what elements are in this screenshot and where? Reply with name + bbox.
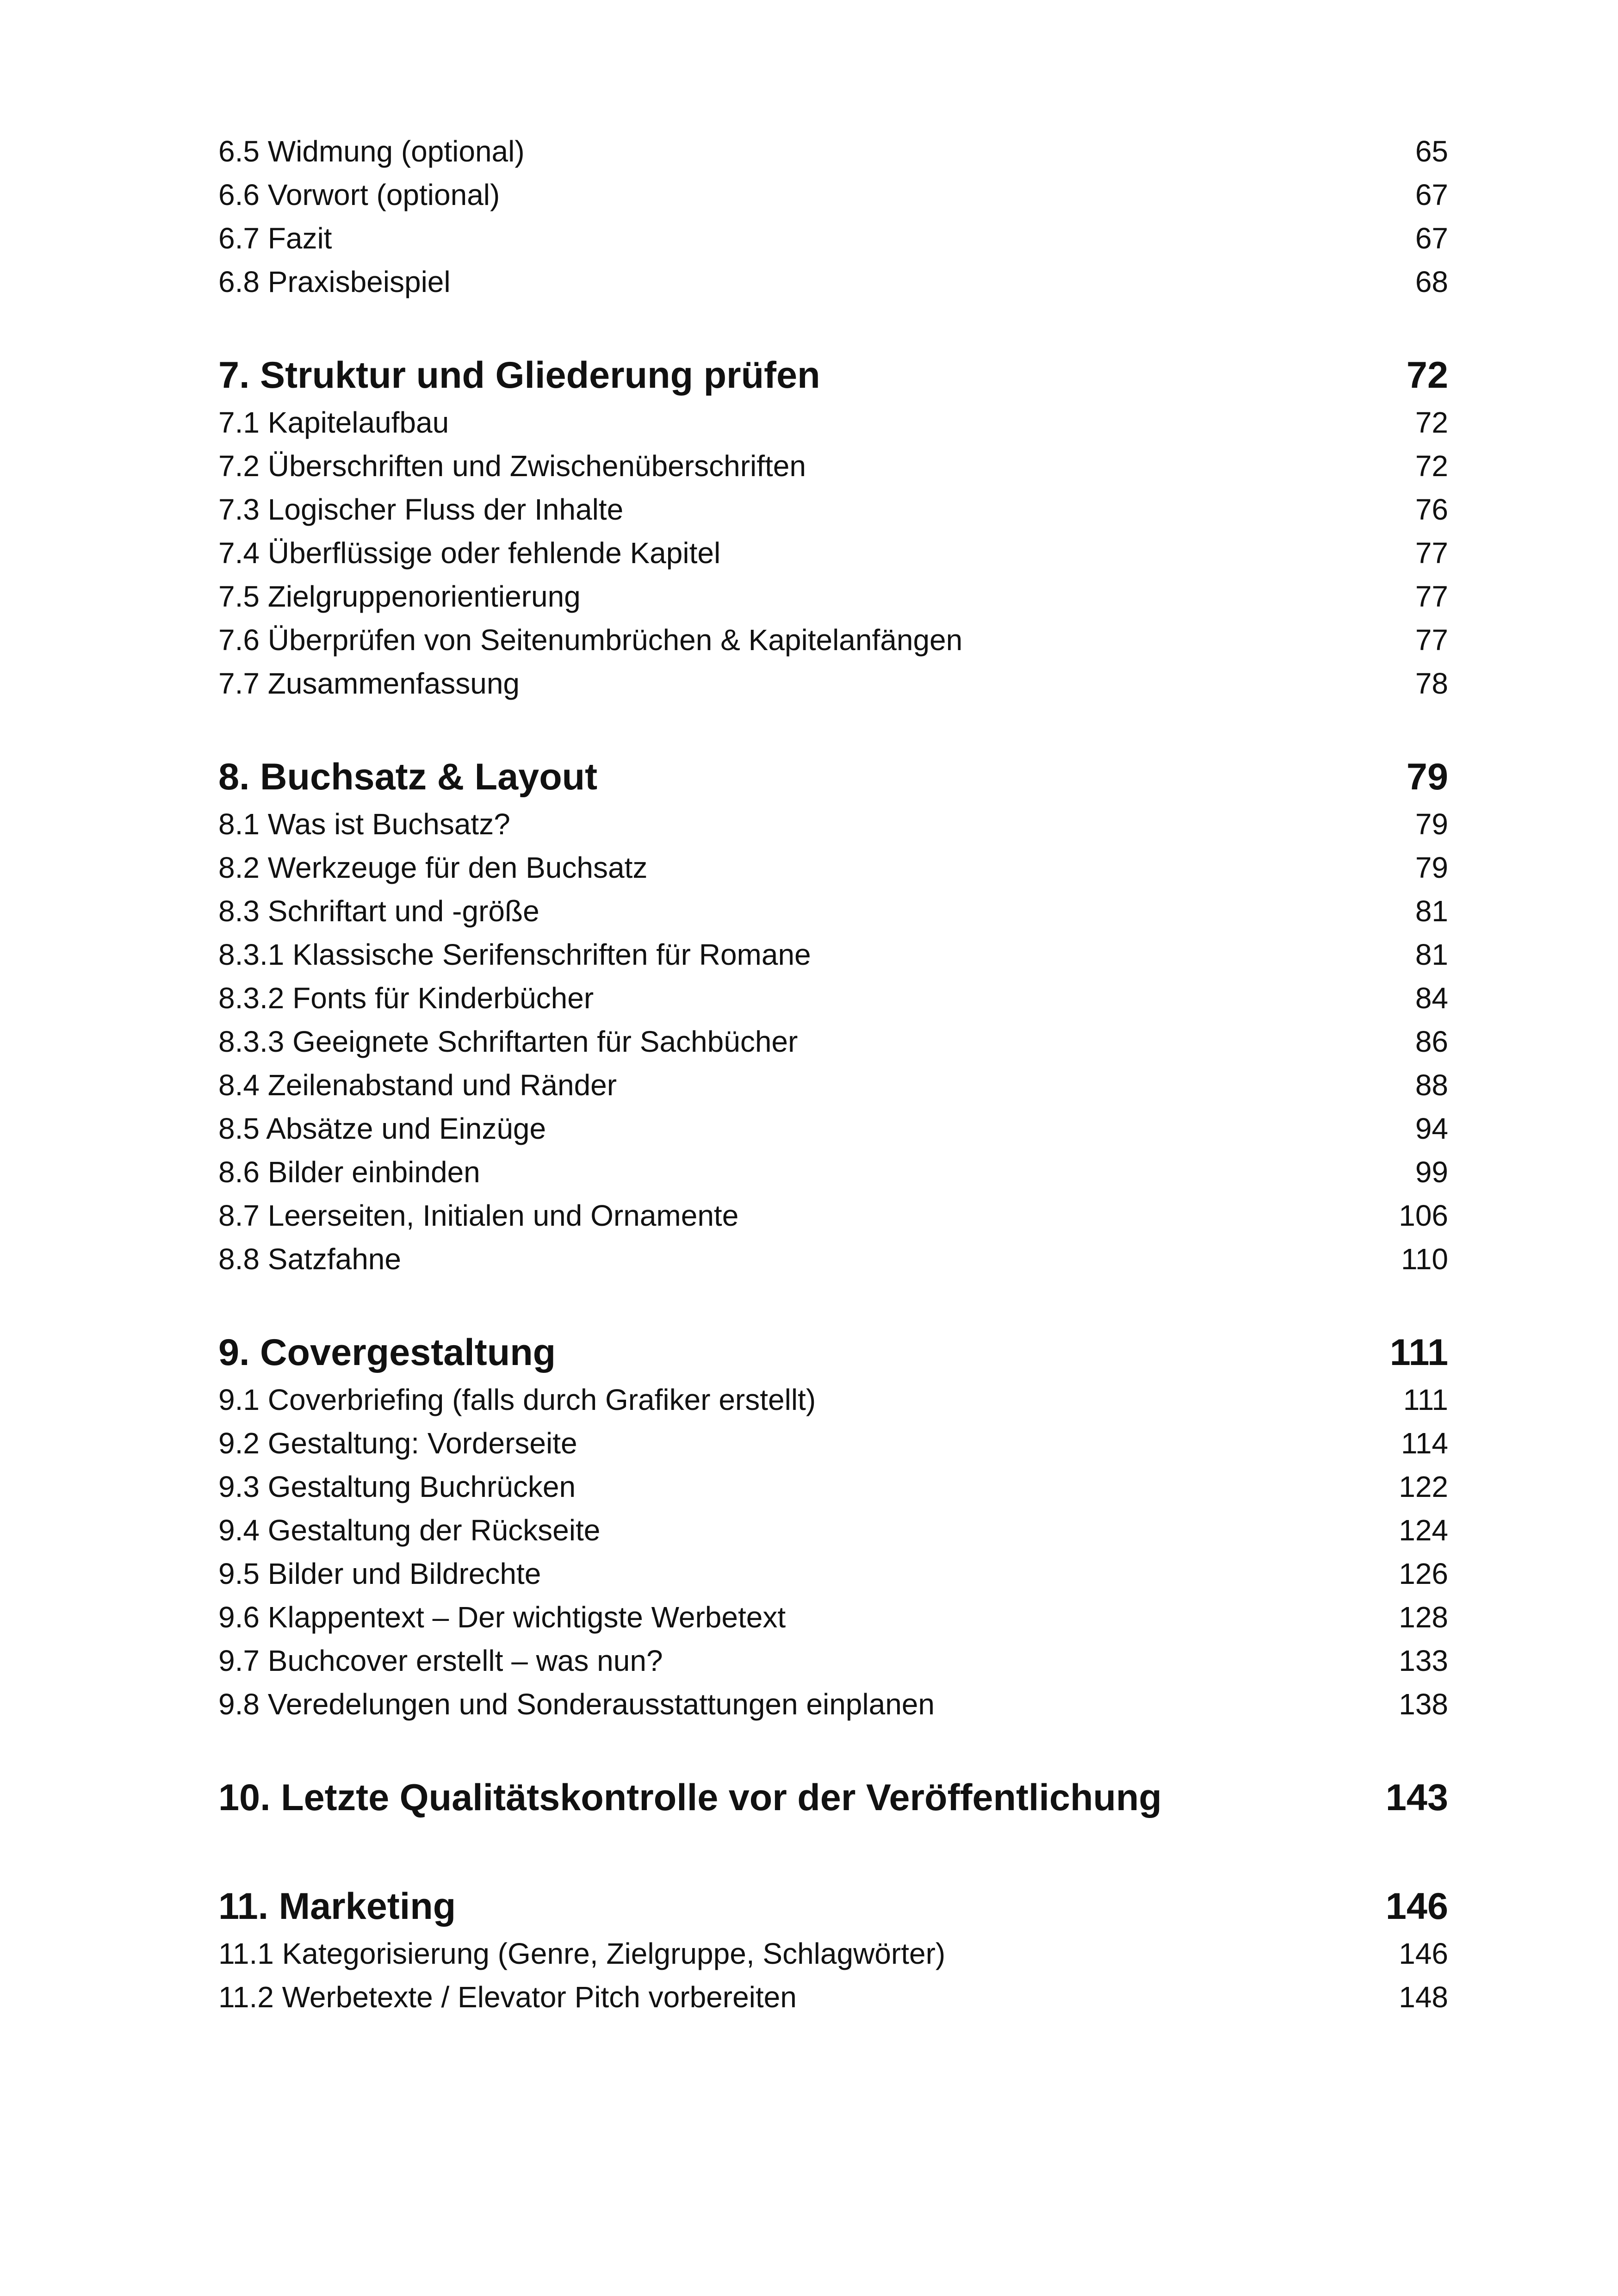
toc-entry-page: 124 — [1399, 1514, 1448, 1547]
toc-entry-page: 99 — [1415, 1155, 1448, 1189]
toc-entry-label: 8.5 Absätze und Einzüge — [218, 1112, 546, 1145]
chapter-page: 79 — [1406, 756, 1448, 798]
chapter-title: 10. Letzte Qualitätskontrolle vor der Veröffentlichung — [218, 1777, 1162, 1818]
toc-entry — [218, 260, 1448, 304]
toc-entry-label: 6.8 Praxisbeispiel — [218, 265, 451, 298]
toc-entry — [218, 1682, 1448, 1726]
toc-entry-page: 94 — [1415, 1112, 1448, 1145]
toc-entry-label: 9.6 Klappentext – Der wichtigste Werbetext — [218, 1601, 786, 1634]
toc-entry — [218, 1595, 1448, 1639]
toc-entry-page: 106 — [1399, 1199, 1448, 1232]
toc-entry-label: 8.7 Leerseiten, Initialen und Ornamente — [218, 1199, 739, 1232]
toc-entry — [218, 1194, 1448, 1237]
toc-entry-label: 7.4 Überflüssige oder fehlende Kapitel — [218, 536, 721, 570]
toc-entry-page: 138 — [1399, 1688, 1448, 1721]
table-of-contents — [218, 130, 1448, 2019]
toc-entry-label: 8.3 Schriftart und -größe — [218, 894, 539, 928]
toc-entry — [218, 575, 1448, 618]
chapter-title: 7. Struktur und Gliederung prüfen — [218, 354, 820, 396]
chapter-page: 146 — [1385, 1886, 1448, 1927]
toc-entry-page: 68 — [1415, 265, 1448, 298]
toc-entry-label: 6.7 Fazit — [218, 222, 332, 255]
toc-entry-page: 72 — [1415, 449, 1448, 483]
toc-entry — [218, 1639, 1448, 1682]
toc-entry — [218, 1421, 1448, 1465]
toc-entry — [218, 1552, 1448, 1595]
toc-entry — [218, 933, 1448, 976]
toc-entry-label: 11.1 Kategorisierung (Genre, Zielgruppe, Schlagwörter) — [218, 1937, 946, 1970]
toc-entry-label: 8.1 Was ist Buchsatz? — [218, 807, 510, 841]
chapter-page: 72 — [1406, 354, 1448, 396]
toc-entry-label: 9.7 Buchcover erstellt – was nun? — [218, 1644, 663, 1677]
toc-entry — [218, 1150, 1448, 1194]
toc-entry-page: 77 — [1415, 580, 1448, 613]
toc-entry-label: 8.2 Werkzeuge für den Buchsatz — [218, 851, 648, 884]
toc-entry — [218, 846, 1448, 889]
toc-chapter-9 — [218, 1327, 1448, 1378]
toc-entry-label: 9.4 Gestaltung der Rückseite — [218, 1514, 601, 1547]
toc-entry-label: 7.6 Überprüfen von Seitenumbrüchen & Kapitelanfängen — [218, 623, 963, 657]
toc-entry-label: 8.3.3 Geeignete Schriftarten für Sachbücher — [218, 1025, 798, 1058]
toc-chapter-7 — [218, 350, 1448, 401]
toc-entry — [218, 618, 1448, 662]
toc-entry — [218, 1020, 1448, 1063]
toc-entry-page: 146 — [1399, 1937, 1448, 1970]
toc-entry-label: 6.5 Widmung (optional) — [218, 135, 525, 168]
toc-entry-page: 122 — [1399, 1470, 1448, 1503]
chapter-page: 143 — [1385, 1777, 1448, 1818]
toc-entry-label: 8.8 Satzfahne — [218, 1242, 401, 1276]
toc-entry — [218, 1378, 1448, 1421]
toc-entry — [218, 889, 1448, 933]
toc-entry-page: 72 — [1415, 406, 1448, 439]
toc-entry-page: 133 — [1399, 1644, 1448, 1677]
toc-entry — [218, 1508, 1448, 1552]
toc-entry — [218, 1107, 1448, 1150]
toc-entry — [218, 802, 1448, 846]
toc-entry — [218, 444, 1448, 488]
chapter-title: 8. Buchsatz & Layout — [218, 756, 598, 798]
toc-entry — [218, 531, 1448, 575]
toc-entry-label: 8.3.1 Klassische Serifenschriften für Romane — [218, 938, 811, 971]
toc-chapter-11 — [218, 1881, 1448, 1932]
toc-entry-label: 9.3 Gestaltung Buchrücken — [218, 1470, 576, 1503]
toc-entry — [218, 130, 1448, 173]
toc-entry-label: 8.4 Zeilenabstand und Ränder — [218, 1068, 617, 1102]
toc-entry — [218, 1237, 1448, 1281]
toc-entry-label: 8.3.2 Fonts für Kinderbücher — [218, 981, 594, 1015]
toc-entry-label: 6.6 Vorwort (optional) — [218, 178, 500, 211]
toc-entry-page: 67 — [1415, 222, 1448, 255]
toc-entry-label: 7.5 Zielgruppenorientierung — [218, 580, 581, 613]
toc-entry — [218, 1063, 1448, 1107]
toc-entry-page: 110 — [1401, 1242, 1448, 1276]
toc-entry — [218, 1932, 1448, 1975]
toc-entry-label: 7.7 Zusammenfassung — [218, 667, 520, 700]
toc-entry — [218, 1465, 1448, 1508]
toc-entry-page: 79 — [1415, 807, 1448, 841]
toc-entry-page: 126 — [1399, 1557, 1448, 1590]
toc-entry — [218, 662, 1448, 705]
toc-entry — [218, 173, 1448, 217]
toc-entry-label: 11.2 Werbetexte / Elevator Pitch vorbereiten — [218, 1980, 797, 2014]
toc-entry-page: 77 — [1415, 623, 1448, 657]
toc-entry — [218, 976, 1448, 1020]
toc-entry-page: 65 — [1415, 135, 1448, 168]
toc-entry-label: 7.3 Logischer Fluss der Inhalte — [218, 493, 624, 526]
toc-entry — [218, 401, 1448, 444]
toc-entry-label: 8.6 Bilder einbinden — [218, 1155, 480, 1189]
toc-entry-page: 84 — [1415, 981, 1448, 1015]
toc-entry-page: 81 — [1415, 938, 1448, 971]
toc-entry-page: 76 — [1415, 493, 1448, 526]
toc-chapter-10 — [218, 1772, 1448, 1823]
toc-entry-page: 78 — [1415, 667, 1448, 700]
chapter-page: 111 — [1389, 1332, 1448, 1373]
toc-entry-page: 111 — [1403, 1383, 1448, 1416]
toc-entry-label: 7.1 Kapitelaufbau — [218, 406, 449, 439]
toc-entry-page: 88 — [1415, 1068, 1448, 1102]
toc-entry — [218, 1975, 1448, 2019]
toc-entry — [218, 217, 1448, 260]
toc-entry-label: 9.8 Veredelungen und Sonderausstattungen einplanen — [218, 1688, 935, 1721]
toc-entry-page: 128 — [1399, 1601, 1448, 1634]
toc-entry — [218, 488, 1448, 531]
toc-entry-label: 9.1 Coverbriefing (falls durch Grafiker erstellt) — [218, 1383, 816, 1416]
toc-entry-page: 86 — [1415, 1025, 1448, 1058]
toc-entry-page: 67 — [1415, 178, 1448, 211]
toc-entry-page: 79 — [1415, 851, 1448, 884]
toc-entry-page: 77 — [1415, 536, 1448, 570]
toc-entry-label: 7.2 Überschriften und Zwischenüberschriften — [218, 449, 806, 483]
toc-entry-label: 9.5 Bilder und Bildrechte — [218, 1557, 541, 1590]
toc-entry-page: 148 — [1399, 1980, 1448, 2014]
toc-entry-label: 9.2 Gestaltung: Vorderseite — [218, 1427, 577, 1460]
toc-entry-page: 114 — [1401, 1427, 1448, 1460]
chapter-title: 9. Covergestaltung — [218, 1332, 556, 1373]
toc-chapter-8 — [218, 751, 1448, 802]
toc-entry-page: 81 — [1415, 894, 1448, 928]
chapter-title: 11. Marketing — [218, 1886, 456, 1927]
